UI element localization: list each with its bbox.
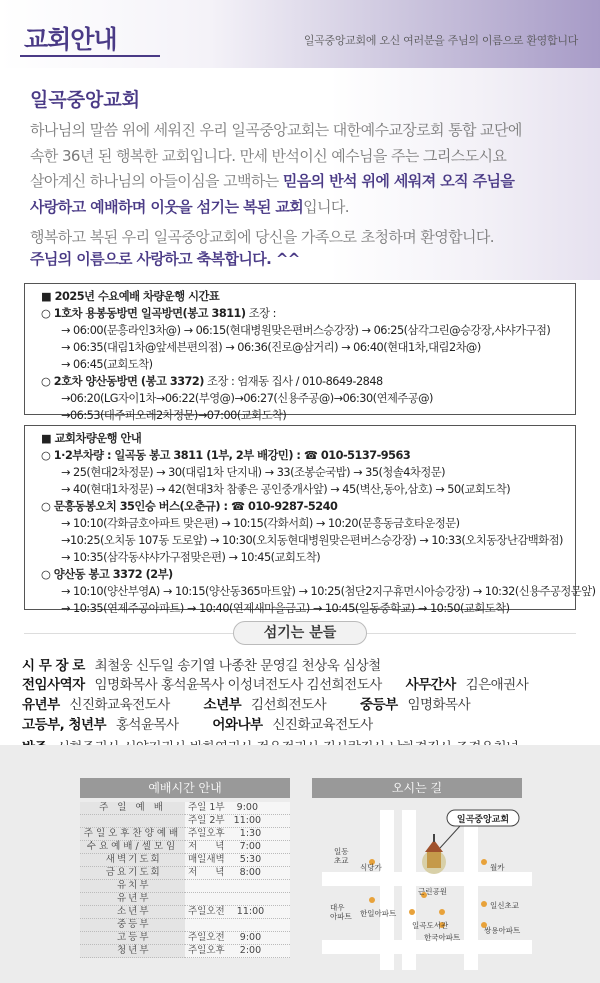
page-title: 교회안내 <box>24 25 117 54</box>
worship-name: 금 요 기 도 회 <box>80 867 185 880</box>
intro-paragraph <box>30 118 575 220</box>
worship-name: 고 등 부 <box>80 932 185 945</box>
staff-label: 시 무 장 로 <box>22 658 85 674</box>
worship-time: 주일 1부 9:00 <box>185 802 290 815</box>
schedule-title: ■ 교회차량운행 안내 <box>41 432 142 445</box>
staff-row <box>22 673 528 693</box>
staff-label: 사무간사 <box>405 677 456 693</box>
staff-names: 최철웅 신두일 송기열 나종찬 문영길 천상욱 심상철 <box>94 658 381 674</box>
header-tagline: 일곡중앙교회에 오신 여러분을 주님의 이름으로 환영합니다 <box>303 34 578 47</box>
worship-row <box>80 932 290 945</box>
intro-emphasis: 사랑하고 예배하며 이웃을 섬기는 복된 교회 <box>30 197 304 216</box>
intro-line: 하나님의 말씀 위에 세워진 우리 일곡중앙교회는 대한예수교장로회 통합 교단에 <box>30 121 522 139</box>
worship-name: 유 년 부 <box>80 893 185 906</box>
route-heading: ○ 2호차 양산동방면 (봉고 3372) <box>41 375 204 388</box>
road <box>380 810 394 970</box>
staff-row <box>22 693 470 713</box>
worship-name: 청 년 부 <box>80 945 185 958</box>
worship-name: 새 벽 기 도 회 <box>80 854 185 867</box>
route-stops: → 06:00(문흥라인3차@) → 06:15(현대병원맞은편버스승강장) → 06:25(삼각그린@승강장,샤샤가구점) <box>61 324 551 337</box>
intro-invitation: 행복하고 복된 우리 일곡중앙교회에 당신을 가족으로 초청하며 환영합니다. <box>30 228 494 246</box>
intro-line: 속한 36년 된 행복한 교회입니다. 만세 반석이신 예수님을 주는 그리스도시요 <box>30 146 507 165</box>
worship-row <box>80 828 290 841</box>
route-stops: → 40(현대1차정문) → 42(현대3차 참좋은 공인중개사앞) → 45(벽산,동아,삼호) → 50(교회도착) <box>61 483 511 496</box>
intro-text: 입니다. <box>303 197 349 216</box>
route-stops: → 25(현대2차정문) → 30(대림1차 단지내) → 33(조봉순국밥) → 35(청솔4차정문) <box>61 466 446 479</box>
title-underline <box>20 55 160 57</box>
road <box>464 810 478 970</box>
worship-times-title: 예배시간 안내 <box>80 778 290 798</box>
place-label: 일동 <box>334 847 349 856</box>
worship-time: 주일오전 11:00 <box>185 906 290 919</box>
place-label: 대우 <box>330 903 345 912</box>
staff-label: 유년부 <box>22 697 60 713</box>
place-label: 식당가 <box>360 863 382 872</box>
route-heading: ○ 문흥동봉오치 35인승 버스(오춘규) : ☎ 010-9287-5240 <box>41 500 338 513</box>
staff-names: 임명화목사 홍석윤목사 이성녀전도사 김선희전도사 <box>94 677 382 693</box>
worship-name: 중 등 부 <box>80 919 185 932</box>
worship-row <box>80 919 290 932</box>
staff-names: 김은애권사 <box>465 677 529 693</box>
worship-name: 유 치 부 <box>80 880 185 893</box>
worship-row <box>80 906 290 919</box>
church-label: 일곡중앙교회 <box>456 815 510 825</box>
route-stops: → 10:35(연제주공아파트) → 10:40(연제새마을금고) → 10:45(일동중학교) → 10:50(교회도착) <box>61 602 510 615</box>
staff-names: 김선희전도사 <box>250 697 327 713</box>
worship-time: 주일오후 2:00 <box>185 945 290 958</box>
place-label: 한국아파트 <box>424 933 461 942</box>
intro-line <box>30 169 575 195</box>
worship-time: 저 녁 8:00 <box>185 867 290 880</box>
church-car-schedule <box>24 425 596 615</box>
worship-time: 주일오전 9:00 <box>185 932 290 945</box>
map-graphic <box>312 800 542 970</box>
road <box>402 810 416 970</box>
worship-row <box>80 854 290 867</box>
route-stops: → 10:35(삼각동샤샤가구점맞은편) → 10:45(교회도착) <box>61 551 321 564</box>
staff-names: 홍석윤목사 <box>115 717 179 733</box>
directions-title: 오시는 길 <box>312 778 522 798</box>
worship-time <box>185 893 290 906</box>
intro-blessing: 주님의 이름으로 사랑하고 축복합니다. ^^ <box>30 250 300 268</box>
worship-row <box>80 841 290 854</box>
route-stops: →10:25(오치동 107동 도로앞) → 10:30(오치동현대병원맞은편버스승강장) → 10:33(오치동장난감백화점) <box>61 534 563 547</box>
place-label: 일곡도서관 <box>412 921 449 930</box>
road <box>322 940 532 954</box>
staff-label: 중등부 <box>360 697 398 713</box>
intro-line <box>30 195 575 221</box>
place-label: 아파트 <box>330 912 352 921</box>
staff-label: 고등부, 청년부 <box>22 717 107 733</box>
staff-label: 전임사역자 <box>22 677 85 693</box>
route-stops: → 10:10(양산부영A) → 10:15(양산동365마트앞) → 10:25(첨단2지구휴먼시아승강장) → 10:32(신용주공정문앞) <box>61 585 596 598</box>
staff-row <box>22 713 373 733</box>
worship-row <box>80 867 290 880</box>
route-stops: → 06:45(교회도착) <box>61 358 153 371</box>
route-leader: 조장 : 엄재동 집사 / 010-8649-2848 <box>203 375 383 388</box>
worship-time: 주일 2부 11:00 <box>185 815 290 828</box>
route-leader: 조장 : <box>245 307 276 320</box>
staff-label: 어와나부 <box>212 717 263 733</box>
worship-time: 주일오후 1:30 <box>185 828 290 841</box>
staff-section-title: 섬기는 분들 <box>233 621 367 645</box>
worship-row <box>80 945 290 958</box>
worship-times-table <box>80 802 290 958</box>
staff-label: 소년부 <box>203 697 242 713</box>
worship-row <box>80 880 290 893</box>
route-heading: ○ 1호차 용봉동방면 일곡방면(봉고 3811) <box>41 307 246 320</box>
place-label: 일신초교 <box>490 901 519 910</box>
wednesday-bus-schedule <box>24 283 576 422</box>
place-label: 초교 <box>334 856 349 865</box>
worship-time <box>185 880 290 893</box>
header-banner <box>0 0 600 68</box>
staff-names: 신진화교육전도사 <box>272 717 373 733</box>
place-label: 쌍용아파트 <box>484 926 521 935</box>
staff-names: 임명화목사 <box>407 697 471 713</box>
intro-emphasis: 믿음의 반석 위에 세워져 오직 주님을 <box>282 172 515 190</box>
worship-row <box>80 815 290 828</box>
worship-name: 주일오후찬양예배 <box>80 828 185 841</box>
route-stops: →06:53(대주피오레2차정문)→07:00(교회도착) <box>61 409 287 422</box>
worship-name <box>80 815 185 828</box>
route-stops: → 06:35(대림1차@앞세븐편의점) → 06:36(진로@삼거리) → 06:40(현대1차,대림2차@) <box>61 341 481 354</box>
worship-row <box>80 802 290 815</box>
worship-time: 매일새벽 5:30 <box>185 854 290 867</box>
route-heading: ○ 양산동 봉고 3372 (2부) <box>41 568 173 581</box>
place-label: 근린공원 <box>418 887 447 896</box>
place-label: 월카 <box>490 863 505 872</box>
route-stops: →06:20(LG자이1차→06:22(부영@)→06:27(신용주공@)→06:30(연제주공@) <box>61 392 433 405</box>
schedule-title: ■ 2025년 수요예배 차량운행 시간표 <box>41 290 220 303</box>
worship-time: 저 녁 7:00 <box>185 841 290 854</box>
intro-text: 살아계신 하나님의 아들이심을 고백하는 <box>30 172 283 190</box>
staff-row <box>22 654 381 674</box>
staff-names: 신진화교육전도사 <box>69 697 170 713</box>
route-heading: ○ 1·2부차량 : 일곡동 봉고 3811 (1부, 2부 배강민) : ☎ 010-5137-9563 <box>41 449 411 462</box>
worship-name: 소 년 부 <box>80 906 185 919</box>
worship-time <box>185 919 290 932</box>
church-name: 일곡중앙교회 <box>30 89 141 111</box>
location-map <box>312 800 542 970</box>
worship-row <box>80 893 290 906</box>
route-stops: → 10:10(각화금호아파트 맞은편) → 10:15(각화서희) → 10:20(문흥동금호타운정문) <box>61 517 460 530</box>
worship-name: 주 일 예 배 <box>80 802 185 815</box>
road <box>322 872 532 886</box>
worship-name: 수요예배/셀모임 <box>80 841 185 854</box>
place-label: 한일아파트 <box>360 909 397 918</box>
